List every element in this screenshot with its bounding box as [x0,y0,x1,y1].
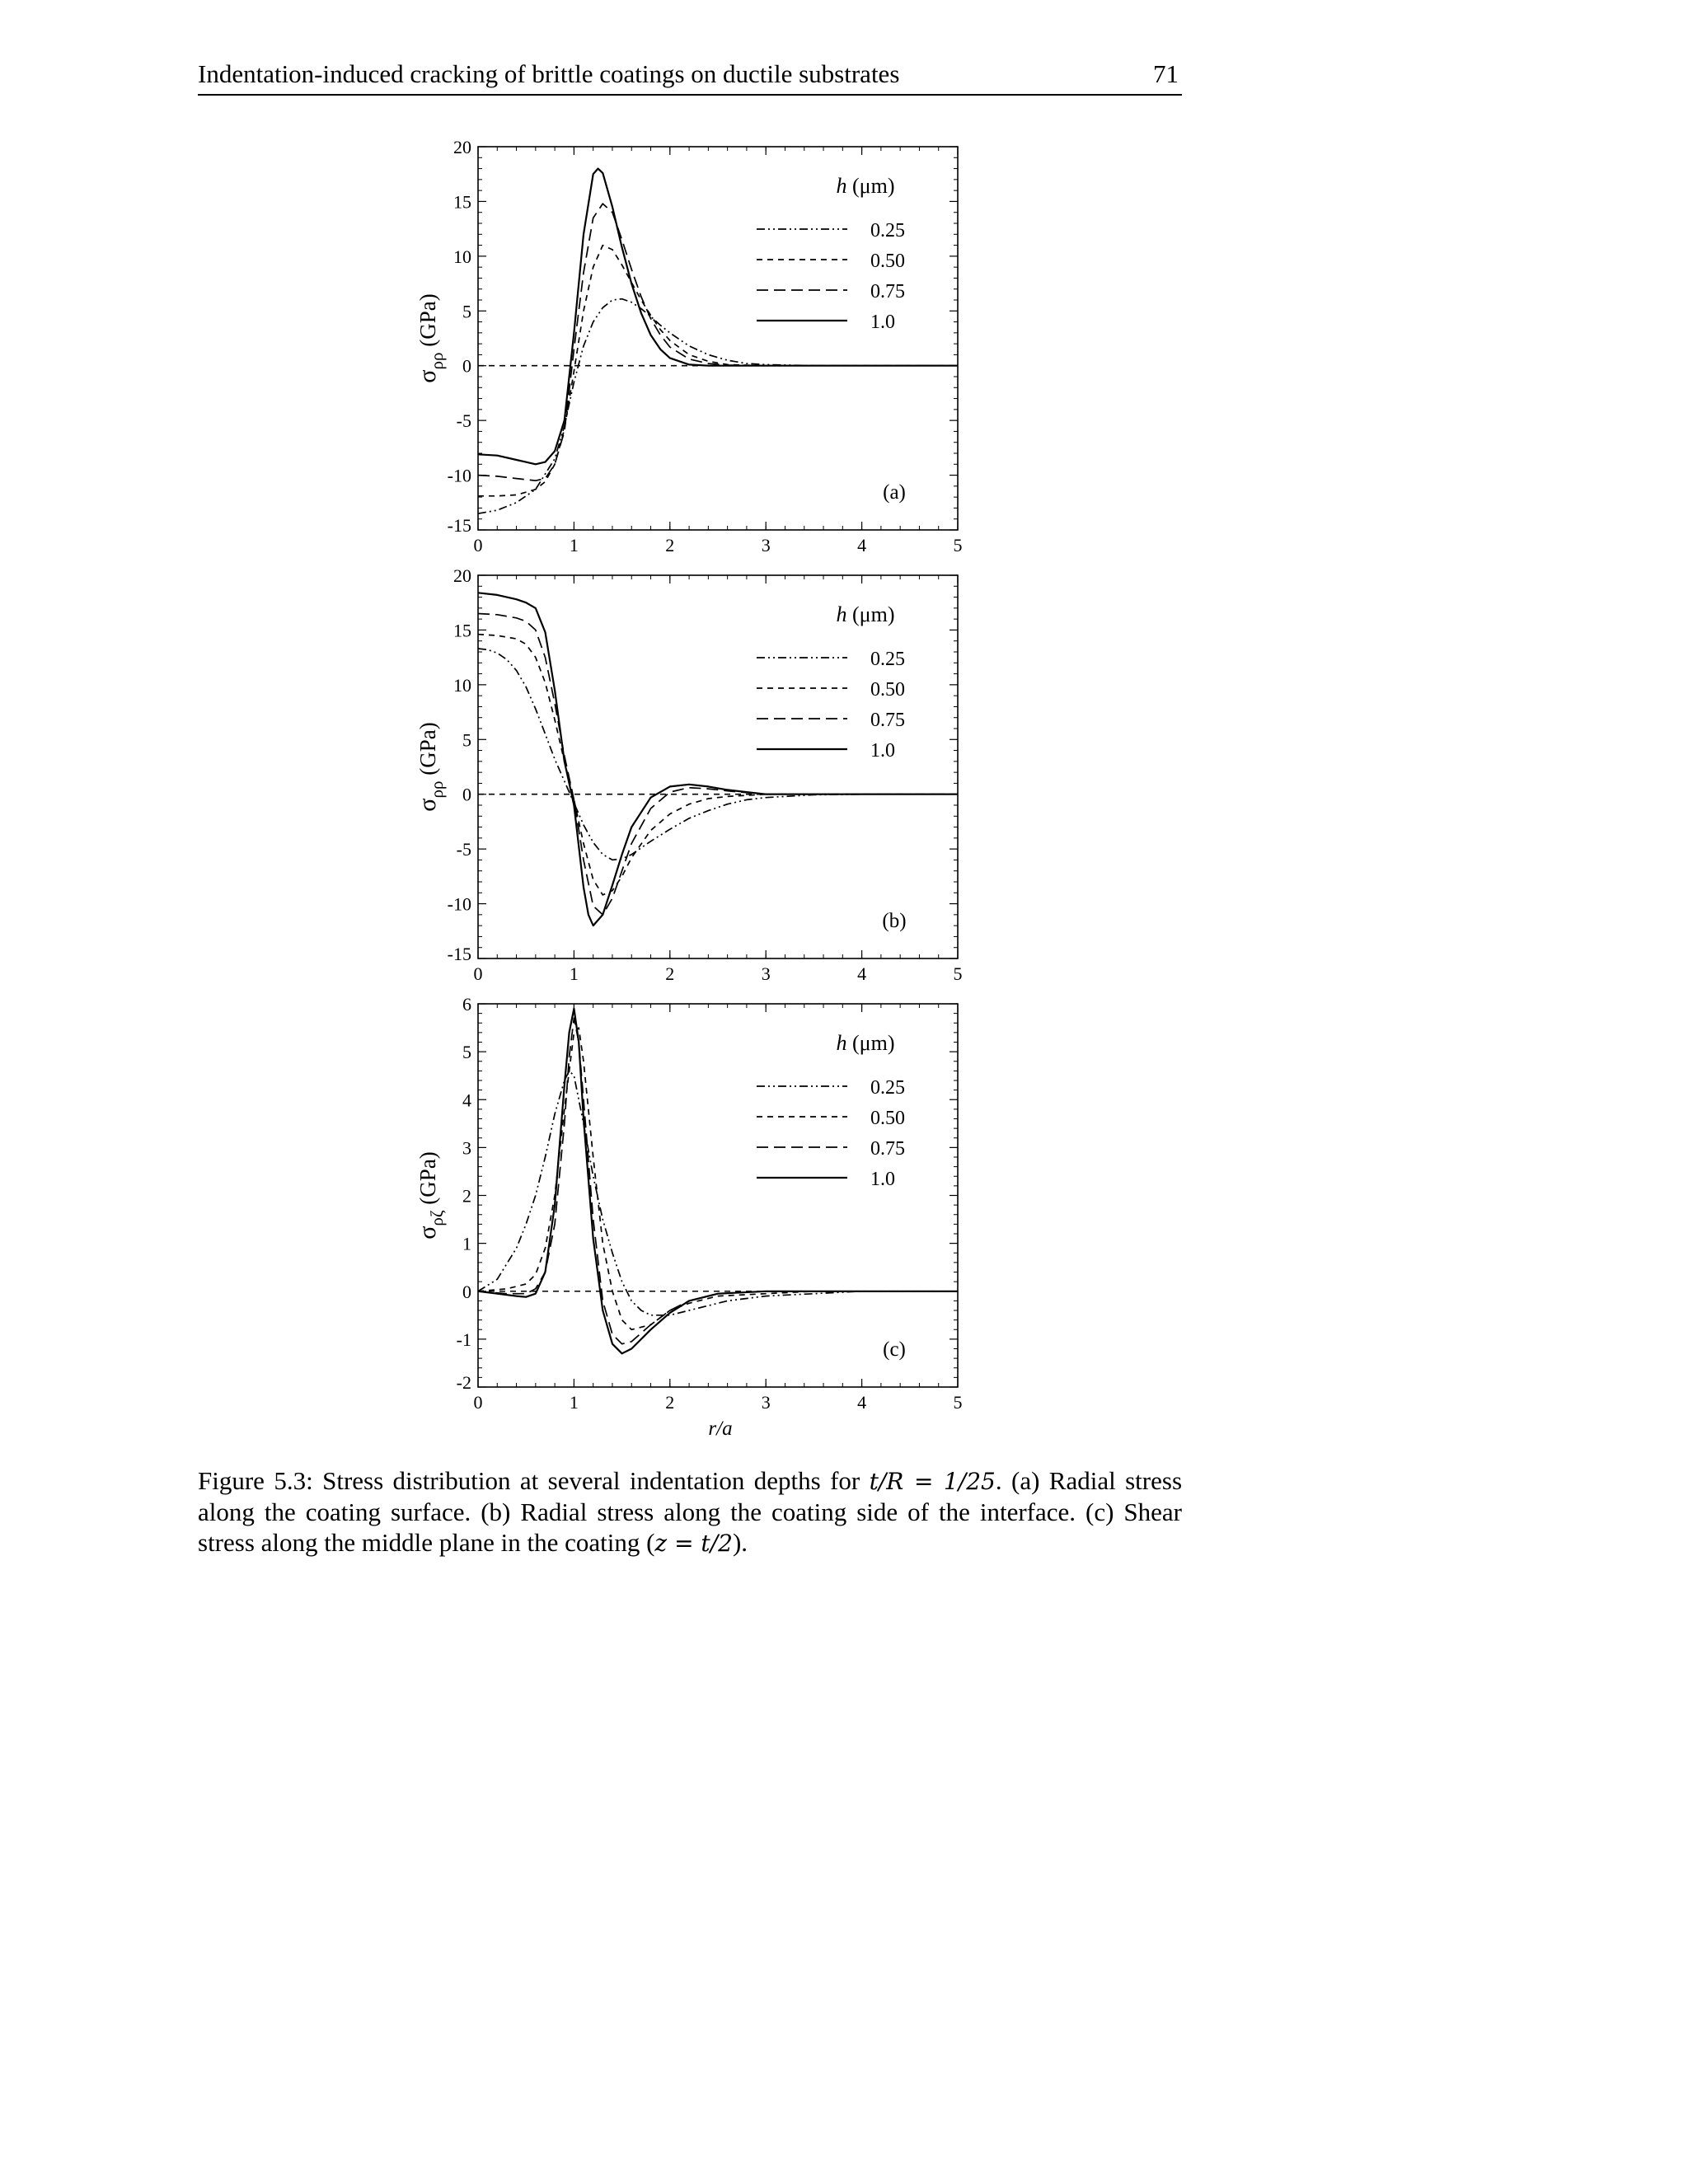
legend-title: h (μm) [836,1031,895,1055]
chart-panel-2 [414,565,963,984]
y-tick-label: 5 [462,729,471,751]
panel-label: (a) [883,481,906,504]
caption-text-3: ). [732,1528,748,1557]
legend-label: 0.25 [870,1077,905,1099]
x-tick-label: 0 [473,1392,483,1413]
x-tick-label: 5 [953,535,963,555]
panel-label: (b) [882,910,907,932]
y-tick-label: -5 [456,839,471,860]
y-tick-label: 5 [462,1042,471,1063]
x-tick-label: 5 [953,963,963,984]
y-tick-label: 1 [462,1233,471,1254]
y-tick-label: 20 [453,565,471,586]
caption-text-1: Figure 5.3: Stress distribution at several indentation depths for [198,1466,870,1495]
x-tick-label: 3 [761,1392,771,1413]
legend-label: 0.50 [870,1108,905,1129]
legend-label: 1.0 [870,312,895,333]
y-tick-label: 6 [462,994,471,1015]
y-tick-label: -2 [456,1372,471,1393]
x-tick-label: 3 [761,963,771,984]
y-tick-label: -10 [447,893,471,915]
y-tick-label: 15 [453,191,471,213]
x-tick-label: 2 [665,535,675,555]
x-tick-label: 0 [473,963,483,984]
legend [757,174,905,333]
series-line-h-0_75 [478,204,958,480]
x-tick-label: 5 [953,1392,963,1413]
x-tick-label: 1 [569,963,579,984]
series-line-h-0_50 [478,635,958,895]
y-tick-label: 10 [453,246,471,267]
x-tick-label: 4 [857,1392,867,1413]
y-tick-label: 2 [462,1185,471,1207]
y-tick-label: 0 [462,355,471,377]
legend-label: 0.75 [870,281,905,302]
legend-label: 0.75 [870,1138,905,1160]
y-tick-label: -10 [447,465,471,486]
y-axis-label: $\sigma_{\rho\rho}$ (GPa) [414,722,447,812]
legend-label: 0.50 [870,251,905,272]
chart-panel-1 [414,137,963,555]
legend-label: 0.50 [870,679,905,701]
running-title: Indentation-induced cracking of brittle coatings on ductile substrates [198,59,900,88]
legend-title: h (μm) [836,602,895,626]
panel-label: (c) [883,1338,906,1361]
caption-text-2: . (a) Radial stress along the coating surface. (b) Radial stress along the coating side of the interface. (c) Shear stress along the middle plane in the coating ( [198,1466,1183,1557]
legend [757,1031,905,1190]
caption-math-2: z = t/2 [654,1530,733,1557]
y-tick-label: 3 [462,1137,471,1159]
page-number: 71 [1153,59,1179,88]
x-tick-label: 1 [569,535,579,555]
legend-title: h (μm) [836,174,895,198]
x-tick-label: 0 [473,535,483,555]
y-tick-label: 15 [453,620,471,641]
legend-label: 0.25 [870,220,905,241]
legend-label: 0.25 [870,649,905,670]
x-tick-label: 1 [569,1392,579,1413]
y-tick-label: 4 [462,1090,471,1111]
legend-label: 1.0 [870,1169,895,1190]
x-tick-label: 2 [665,1392,675,1413]
y-tick-label: 5 [462,301,471,322]
plot-frame [478,1004,958,1387]
y-tick-label: -15 [447,515,471,536]
y-tick-label: 10 [453,674,471,696]
y-tick-label: -5 [456,410,471,432]
y-tick-label: 0 [462,1281,471,1302]
x-axis-label: r/a [708,1418,733,1440]
y-tick-label: 20 [453,137,471,157]
y-tick-label: 0 [462,784,471,805]
y-tick-label: -1 [456,1329,471,1350]
caption-math-1: t/R = 1/25 [869,1468,996,1495]
x-tick-label: 4 [857,535,867,555]
x-tick-label: 3 [761,535,771,555]
y-axis-label: $\sigma_{\rho\rho}$ (GPa) [414,293,447,383]
chart-panel-3 [414,994,963,1440]
legend-label: 1.0 [870,740,895,762]
legend-label: 0.75 [870,710,905,731]
x-tick-label: 2 [665,963,675,984]
y-tick-label: -15 [447,944,471,964]
legend [757,602,905,762]
plot-frame [478,575,958,958]
x-tick-label: 4 [857,963,867,984]
y-axis-label: $\sigma_{\rho\zeta}$ (GPa) [414,1151,447,1240]
figure-caption [198,1465,1182,1558]
